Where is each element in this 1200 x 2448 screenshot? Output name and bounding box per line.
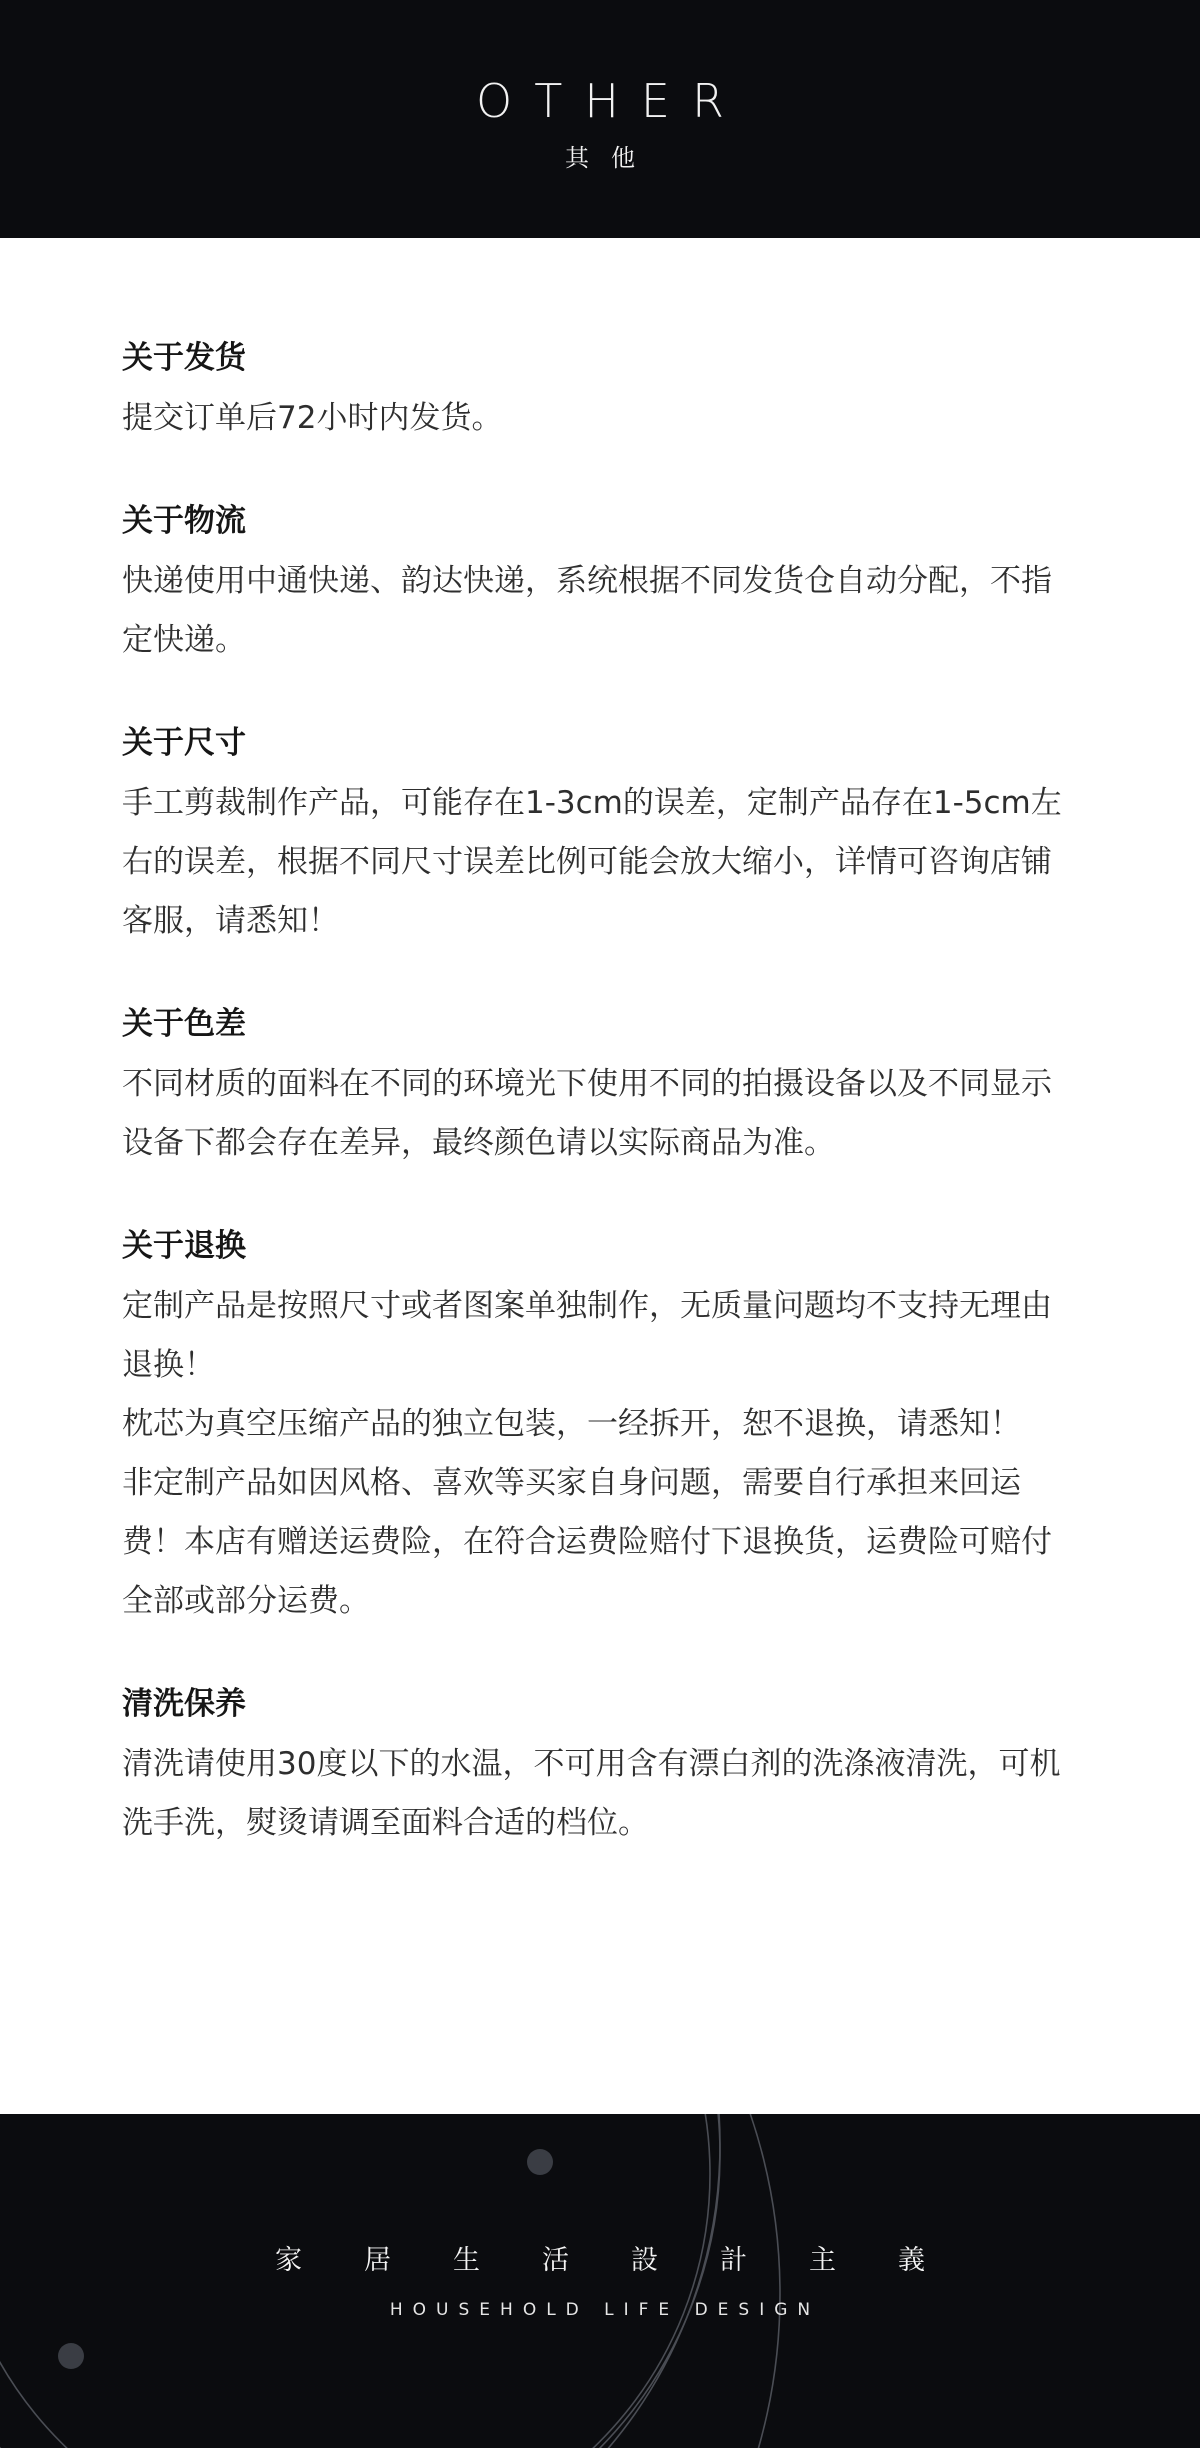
section-heading: 关于退换 (122, 1228, 246, 1264)
section-body (122, 1735, 1082, 1853)
section-heading: 关于发货 (122, 340, 246, 376)
section-heading: 清洗保养 (122, 1686, 246, 1722)
section-logistics (122, 498, 1082, 670)
section-heading: 关于色差 (122, 1006, 246, 1042)
section-color-difference (122, 1001, 1082, 1173)
orbit-ring (0, 2114, 780, 2448)
section-paragraph: 非定制产品如因风格、喜欢等买家自身问题，需要自行承担来回运费！本店有赠送运费险，在符合运费险赔付下退换货，运费险可赔付全部或部分运费。 (122, 1465, 1052, 1619)
orbit-ring (0, 2114, 720, 2448)
orbit-decoration (0, 2114, 1200, 2448)
orbit-ring (0, 2114, 710, 2448)
footer-title: 家居生活設計主義 (275, 2245, 987, 2276)
section-body (122, 1055, 1082, 1173)
orbit-dot (58, 2343, 84, 2369)
section-paragraph: 不同材质的面料在不同的环境光下使用不同的拍摄设备以及不同显示设备下都会存在差异，最终颜色请以实际商品为准。 (122, 1066, 1052, 1161)
orbit-ring (0, 2114, 720, 2448)
section-paragraph: 提交订单后72小时内发货。 (122, 400, 503, 436)
header-title: OTHER (476, 74, 746, 128)
section-paragraph: 手工剪裁制作产品，可能存在1-3cm的误差，定制产品存在1-5cm左右的误差，根据不同尺寸误差比例可能会放大缩小，详情可咨询店铺客服，请悉知！ (122, 785, 1062, 939)
section-body (122, 1277, 1082, 1631)
section-body (122, 774, 1082, 951)
section-heading: 关于物流 (122, 503, 246, 539)
section-shipping (122, 335, 1082, 448)
info-content (122, 335, 1082, 1903)
section-body (122, 552, 1082, 670)
section-care (122, 1681, 1082, 1853)
section-paragraph: 清洗请使用30度以下的水温，不可用含有漂白剂的洗涤液清洗，可机洗手洗，熨烫请调至面料合适的档位。 (122, 1746, 1061, 1841)
section-size (122, 720, 1082, 951)
section-paragraph: 枕芯为真空压缩产品的独立包装，一经拆开，恕不退换，请悉知！ (122, 1406, 1021, 1442)
page-footer (0, 2114, 1200, 2448)
header-subtitle: 其他 (565, 144, 657, 172)
section-heading: 关于尺寸 (122, 725, 246, 761)
section-paragraph: 快递使用中通快递、韵达快递，系统根据不同发货仓自动分配，不指定快递。 (122, 563, 1052, 658)
section-body (122, 389, 1082, 448)
orbit-dot (527, 2149, 553, 2175)
section-paragraph: 定制产品是按照尺寸或者图案单独制作，无质量问题均不支持无理由退换！ (122, 1288, 1052, 1383)
footer-subtitle: HOUSEHOLD LIFE DESIGN (389, 2300, 821, 2320)
page-header (0, 0, 1200, 238)
section-returns (122, 1223, 1082, 1631)
